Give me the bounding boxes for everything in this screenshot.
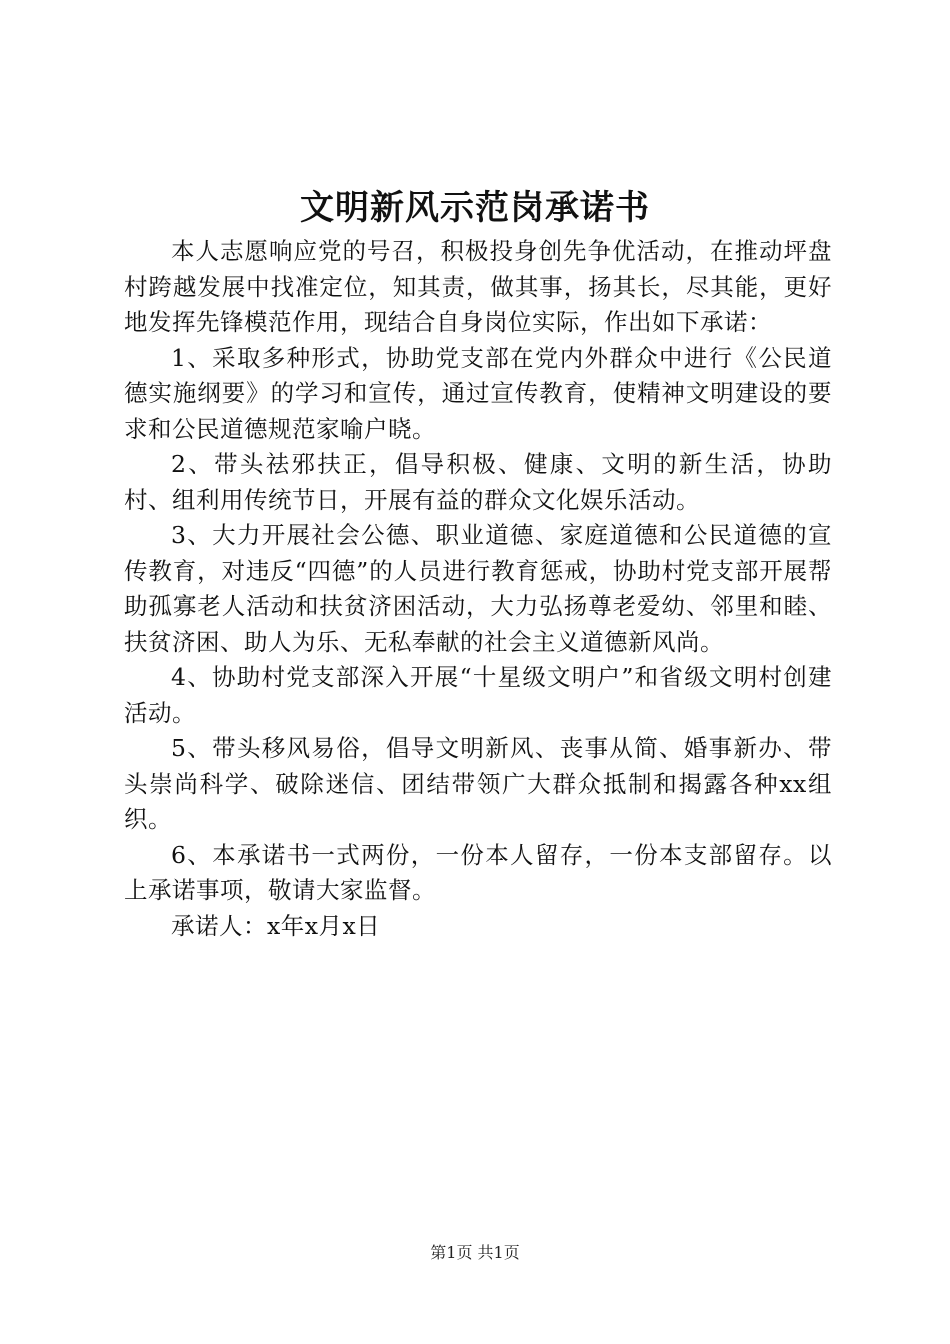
commitment-item-1: 1、采取多种形式，协助党支部在党内外群众中进行《公民道德实施纲要》的学习和宣传，通过宣传教育，使精神文明建设的要求和公民道德规范家喻户晓。 bbox=[124, 343, 832, 443]
document-title: 文明新风示范岗承诺书 bbox=[300, 188, 650, 228]
commitment-item-3: 3、大力开展社会公德、职业道德、家庭道德和公民道德的宣传教育，对违反“四德”的人员进行教育惩戒，协助村党支部开展帮助孤寡老人活动和扶贫济困活动，大力弘扬尊老爱幼、邻里和睦、扶贫济困、助人为乐、无私奉献的社会主义道德新风尚。 bbox=[124, 521, 832, 656]
page-number: 第1页 共1页 bbox=[430, 1243, 520, 1262]
commitment-item-5: 5、带头移风易俗，倡导文明新风、丧事从简、婚事新办、带头崇尚科学、破除迷信、团结带领广大群众抵制和揭露各种xx组织。 bbox=[124, 734, 832, 833]
commitment-item-4: 4、协助村党支部深入开展“十星级文明户”和省级文明村创建活动。 bbox=[124, 663, 832, 727]
signature-line: 承诺人：x年x月x日 bbox=[171, 911, 381, 940]
document-body bbox=[124, 234, 832, 944]
intro-paragraph: 本人志愿响应党的号召，积极投身创先争优活动，在推动坪盘村跨越发展中找准定位，知其责，做其事，扬其长，尽其能，更好地发挥先锋模范作用，现结合自身岗位实际，作出如下承诺： bbox=[124, 237, 832, 336]
commitment-item-2: 2、带头祛邪扶正，倡导积极、健康、文明的新生活，协助村、组利用传统节日，开展有益的群众文化娱乐活动。 bbox=[124, 450, 832, 514]
commitment-item-6: 6、本承诺书一式两份，一份本人留存，一份本支部留存。以上承诺事项，敬请大家监督。 bbox=[124, 840, 832, 904]
